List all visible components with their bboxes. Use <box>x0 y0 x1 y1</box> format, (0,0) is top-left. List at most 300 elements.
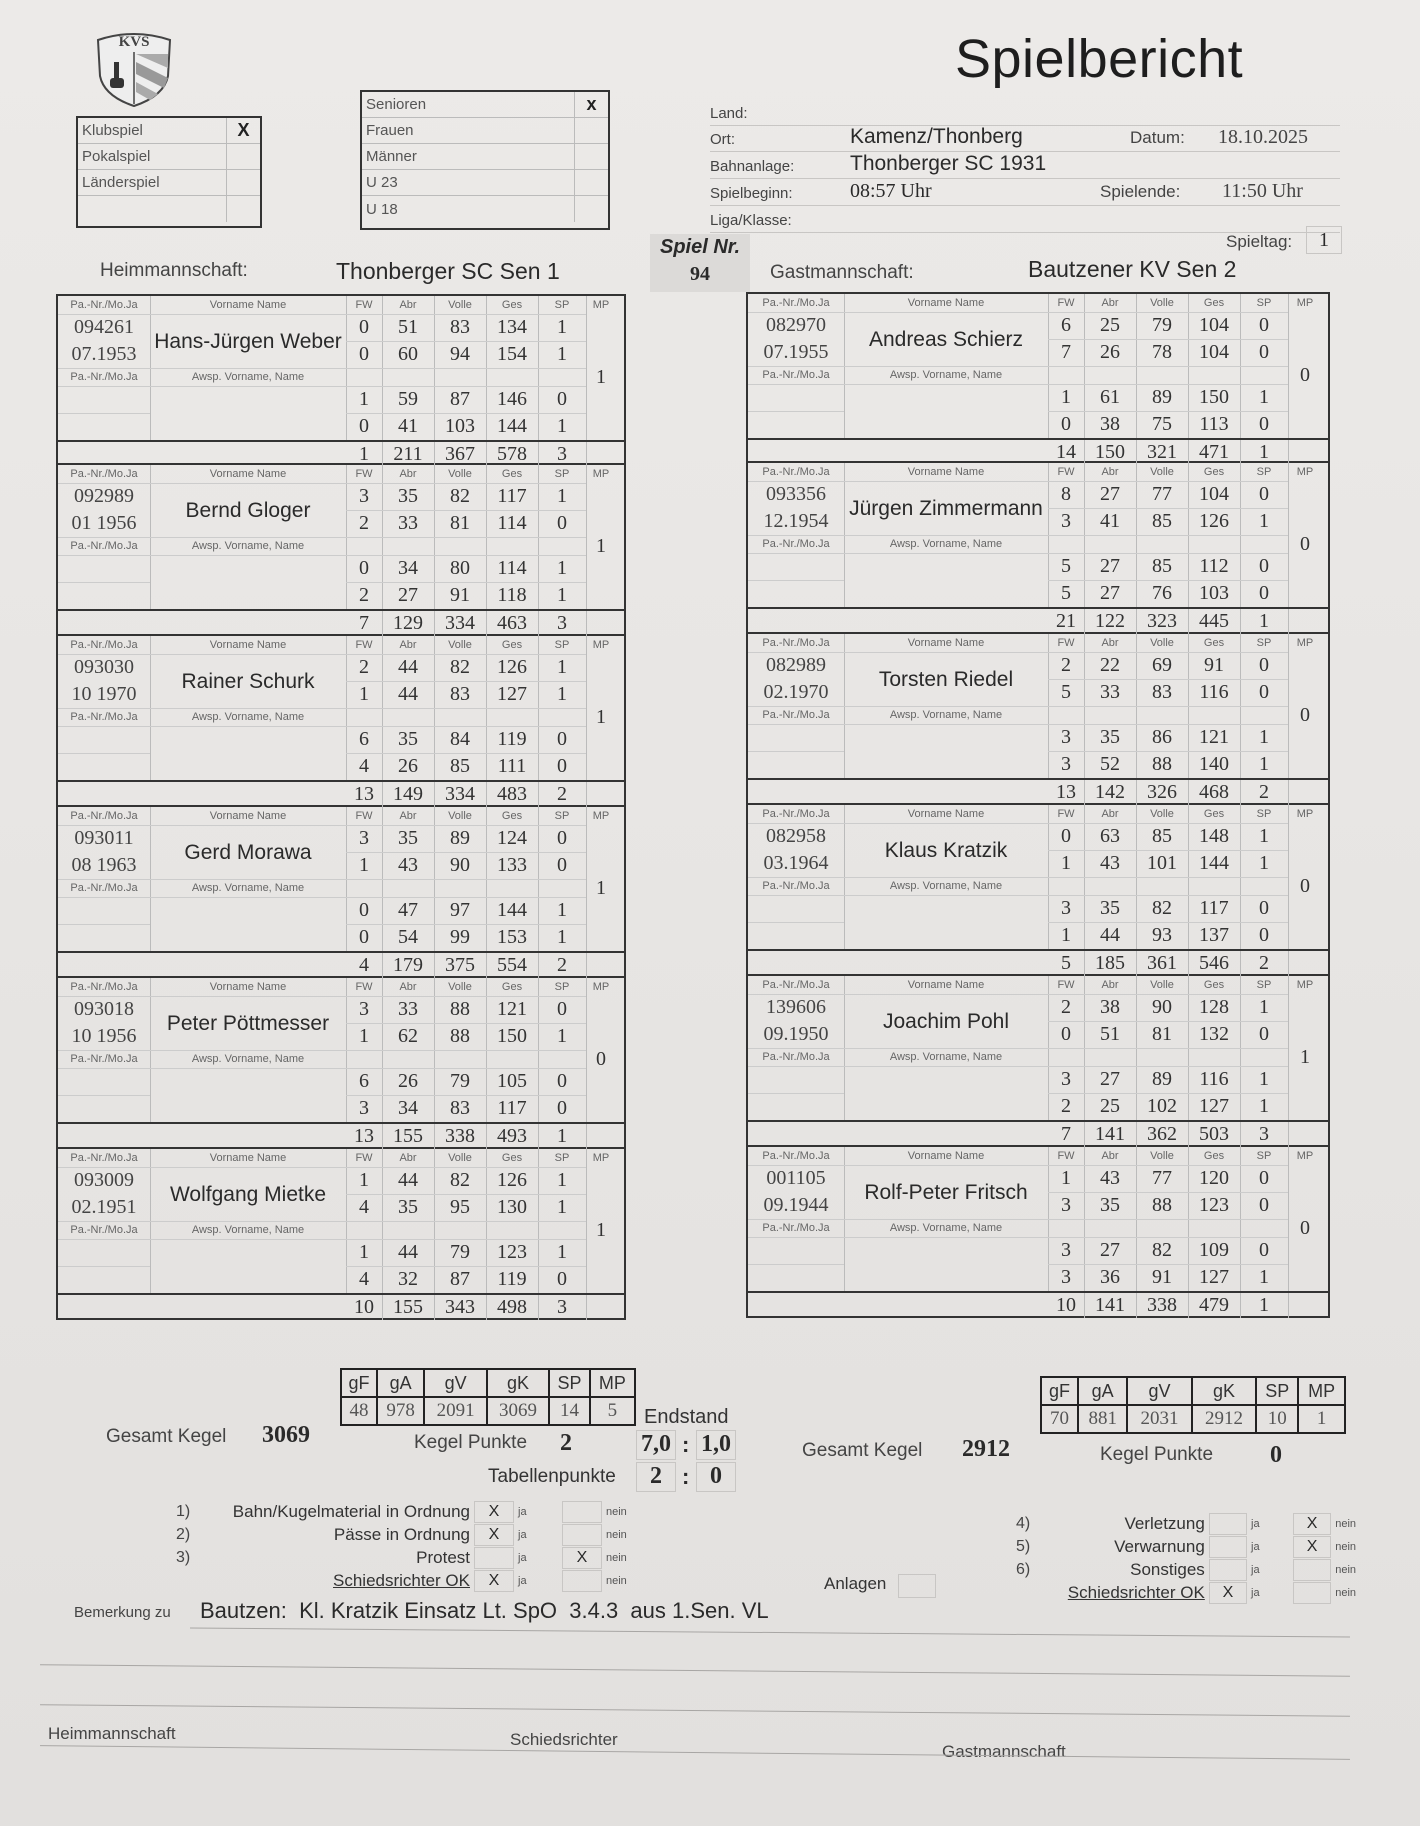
lane-score-cell: 0 <box>1259 1023 1269 1045</box>
player-total-cell: 554 <box>497 954 527 976</box>
lane-score-cell: 127 <box>1199 1266 1229 1288</box>
player-mp: 1 <box>596 705 606 728</box>
nein-checkbox[interactable]: X <box>1293 1513 1331 1535</box>
lane-score-cell: 81 <box>450 512 470 534</box>
lane-score-cell: 27 <box>1100 1068 1120 1090</box>
lane-score-cell: 5 <box>1061 681 1071 703</box>
nein-checkbox[interactable] <box>1293 1559 1331 1581</box>
lane-score-cell: 1 <box>557 557 567 579</box>
lane-score-cell: 1 <box>557 584 567 606</box>
signature-home[interactable]: Heimmannschaft <box>48 1724 176 1743</box>
lane-score-cell: 150 <box>1199 386 1229 408</box>
spielende-field[interactable]: 11:50 Uhr <box>1222 180 1303 202</box>
lane-score-cell: 91 <box>1204 654 1224 676</box>
player-total-cell: 2 <box>557 954 567 976</box>
player-name: Rolf-Peter Fritsch <box>864 1180 1028 1204</box>
lane-score-cell: 26 <box>1100 341 1120 363</box>
player-total-cell: 578 <box>497 443 527 465</box>
lane-score-cell: 154 <box>497 343 527 365</box>
spiel-nr-value[interactable]: 94 <box>690 263 710 285</box>
lane-score-cell: 6 <box>359 728 369 750</box>
player-name: Klaus Kratzik <box>884 838 1008 862</box>
player-total-cell: 2 <box>557 783 567 805</box>
lane-score-cell: 0 <box>359 343 369 365</box>
remark-field[interactable]: Bautzen: Kl. Kratzik Einsatz Lt. SpO 3.4.3 aus 1.Sen. VL <box>200 1598 769 1623</box>
player-id: 093009 <box>74 1169 134 1191</box>
lane-score-cell: 117 <box>497 1097 527 1119</box>
lane-score-cell: 89 <box>1152 1068 1172 1090</box>
player-id: 001105 <box>766 1167 826 1189</box>
player-birth: 09.1944 <box>763 1194 829 1216</box>
ja-checkbox[interactable]: X <box>474 1501 514 1523</box>
lane-score-cell: 102 <box>1147 1095 1177 1117</box>
lane-score-cell: 0 <box>1259 582 1269 604</box>
player-id: 093030 <box>74 656 134 678</box>
player-total-cell: 468 <box>1199 781 1229 803</box>
player-birth: 01 1956 <box>71 512 137 534</box>
player-block: Pa.-Nr./Mo.Ja Vorname Name FW Abr Volle Ges SP MP 093011 08 1963 Gerd Morawa Pa.-Nr./Mo.Ja Awsp. Vorname, Name 3 35 89 124 0 1 43 90 133 0 0 47 97 144 1 0 54 99 153 1 1 4 179 375 554 2 <box>56 807 626 978</box>
lane-score-cell: 1 <box>1061 386 1071 408</box>
player-total-cell: 155 <box>393 1296 423 1318</box>
lane-score-cell: 0 <box>1061 825 1071 847</box>
ja-checkbox[interactable]: X <box>474 1570 514 1592</box>
tabellen-home[interactable]: 2 <box>636 1462 676 1492</box>
lane-score-cell: 104 <box>1199 483 1229 505</box>
lane-score-cell: 43 <box>1100 1167 1120 1189</box>
signature-guest[interactable]: Gastmannschaft <box>942 1742 1066 1761</box>
lane-score-cell: 90 <box>1152 996 1172 1018</box>
info-land: Land: <box>710 100 1340 126</box>
lane-score-cell: 1 <box>557 343 567 365</box>
player-name: Hans-Jürgen Weber <box>154 329 342 353</box>
lane-score-cell: 1 <box>557 926 567 948</box>
lane-score-cell: 1 <box>557 899 567 921</box>
player-total-cell: 546 <box>1199 952 1229 974</box>
lane-score-cell: 88 <box>450 1025 470 1047</box>
datum-field[interactable]: 18.10.2025 <box>1218 126 1308 148</box>
lane-score-cell: 26 <box>398 755 418 777</box>
player-birth: 08 1963 <box>71 854 137 876</box>
lane-score-cell: 128 <box>1199 996 1229 1018</box>
player-block: Pa.-Nr./Mo.Ja Vorname Name FW Abr Volle Ges SP MP 139606 09.1950 Joachim Pohl Pa.-Nr./Mo.Ja Awsp. Vorname, Name 2 38 90 128 1 0 51 81 132 0 3 27 89 116 1 2 25 102 127 1 1 7 141 362 503 3 <box>746 976 1330 1147</box>
lane-score-cell: 0 <box>1259 654 1269 676</box>
spieltag-field[interactable]: 1 <box>1306 226 1342 254</box>
player-total-cell: 1 <box>557 1125 567 1147</box>
player-total-cell: 13 <box>354 783 374 805</box>
player-total-cell: 471 <box>1199 441 1229 463</box>
lane-score-cell: 1 <box>359 1169 369 1191</box>
lane-score-cell: 1 <box>1259 852 1269 874</box>
check-row: 4) Verletzung ja X nein <box>1016 1513 1357 1533</box>
lane-score-cell: 0 <box>1259 681 1269 703</box>
player-total-cell: 503 <box>1199 1123 1229 1145</box>
lane-score-cell: 34 <box>398 557 418 579</box>
lane-score-cell: 3 <box>1061 1266 1071 1288</box>
checklist-right <box>1016 1512 1356 1604</box>
lane-score-cell: 83 <box>1152 681 1172 703</box>
lane-score-cell: 5 <box>1061 555 1071 577</box>
lane-score-cell: 3 <box>359 485 369 507</box>
lane-score-cell: 3 <box>1061 897 1071 919</box>
player-total-cell: 3 <box>557 612 567 634</box>
player-total-cell: 1 <box>1259 610 1269 632</box>
ja-checkbox[interactable] <box>1209 1513 1247 1535</box>
svg-text:KVS: KVS <box>118 34 150 50</box>
lane-score-cell: 82 <box>450 656 470 678</box>
match-type-blank[interactable] <box>78 196 260 222</box>
lane-score-cell: 83 <box>450 316 470 338</box>
home-gk: 3069 <box>487 1397 549 1425</box>
category-u23[interactable]: U 23 <box>362 170 608 196</box>
lane-score-cell: 0 <box>1259 341 1269 363</box>
lane-score-cell: 0 <box>557 755 567 777</box>
lane-score-cell: 150 <box>497 1025 527 1047</box>
lane-score-cell: 116 <box>1199 1068 1229 1090</box>
lane-score-cell: 117 <box>497 485 527 507</box>
lane-score-cell: 44 <box>398 1169 418 1191</box>
lane-score-cell: 0 <box>1259 483 1269 505</box>
match-type-klubspiel[interactable]: Klubspiel X <box>78 118 260 144</box>
lane-score-cell: 77 <box>1152 1167 1172 1189</box>
page-title: Spielbericht <box>955 29 1244 89</box>
ort-field[interactable]: Kamenz/Thonberg <box>850 125 1023 148</box>
lane-score-cell: 1 <box>1259 1266 1269 1288</box>
check-row: Schiedsrichter OK X ja nein <box>1067 1582 1357 1602</box>
player-total-cell: 334 <box>445 783 475 805</box>
guest-sp: 10 <box>1256 1405 1298 1433</box>
category-senioren[interactable]: Senioren x <box>362 92 608 118</box>
lane-score-cell: 35 <box>398 728 418 750</box>
player-name: Rainer Schurk <box>181 669 315 693</box>
lane-score-cell: 3 <box>1061 1068 1071 1090</box>
lane-score-cell: 38 <box>1100 413 1120 435</box>
info-spielbeginn: Spielbeginn: 08:57 Uhr Spielende: 11:50 Uhr <box>710 180 1340 206</box>
lane-score-cell: 121 <box>497 998 527 1020</box>
player-total-cell: 155 <box>393 1125 423 1147</box>
lane-score-cell: 82 <box>1152 897 1172 919</box>
spielbeginn-field[interactable]: 08:57 Uhr <box>850 180 932 202</box>
lane-score-cell: 99 <box>450 926 470 948</box>
lane-score-cell: 146 <box>497 388 527 410</box>
player-total-cell: 141 <box>1095 1123 1125 1145</box>
lane-score-cell: 0 <box>359 557 369 579</box>
lane-score-cell: 0 <box>557 854 567 876</box>
player-birth: 03.1964 <box>763 852 829 874</box>
endstand-label: Endstand <box>644 1406 729 1428</box>
lane-score-cell: 35 <box>1100 726 1120 748</box>
lane-score-cell: 104 <box>1199 314 1229 336</box>
lane-score-cell: 126 <box>497 1169 527 1191</box>
anlagen-checkbox[interactable] <box>898 1574 936 1598</box>
lane-score-cell: 82 <box>450 1169 470 1191</box>
guest-gv: 2031 <box>1127 1405 1191 1433</box>
player-total-cell: 1 <box>359 443 369 465</box>
lane-score-cell: 1 <box>359 683 369 705</box>
lane-score-cell: 93 <box>1152 924 1172 946</box>
player-id: 093356 <box>766 483 826 505</box>
tabellen-guest[interactable]: 0 <box>696 1462 736 1492</box>
lane-score-cell: 80 <box>450 557 470 579</box>
player-total-cell: 13 <box>1056 781 1076 803</box>
lane-score-cell: 35 <box>398 485 418 507</box>
home-summary-table: gF gA gV gK SP MP 48 978 2091 3069 14 5 <box>340 1368 636 1426</box>
check-row: 5) Verwarnung ja X nein <box>1016 1536 1357 1556</box>
lane-score-cell: 1 <box>557 316 567 338</box>
player-total-cell: 338 <box>1147 1294 1177 1316</box>
lane-score-cell: 133 <box>497 854 527 876</box>
player-mp: 0 <box>1300 874 1310 897</box>
player-id: 082970 <box>766 314 826 336</box>
lane-score-cell: 1 <box>1259 1095 1269 1117</box>
match-type-pokalspiel[interactable]: Pokalspiel <box>78 144 260 170</box>
lane-score-cell: 1 <box>1259 510 1269 532</box>
lane-score-cell: 0 <box>557 728 567 750</box>
player-id: 092989 <box>74 485 134 507</box>
lane-score-cell: 91 <box>1152 1266 1172 1288</box>
lane-score-cell: 1 <box>557 1241 567 1263</box>
lane-score-cell: 0 <box>557 512 567 534</box>
player-total-cell: 1 <box>1259 1294 1269 1316</box>
lane-score-cell: 89 <box>450 827 470 849</box>
lane-score-cell: 27 <box>1100 1239 1120 1261</box>
player-name: Peter Pöttmesser <box>166 1011 330 1035</box>
lane-score-cell: 0 <box>359 899 369 921</box>
player-name: Gerd Morawa <box>184 840 312 864</box>
check-row: 1) Bahn/Kugelmaterial in Ordnung X ja nein <box>176 1501 627 1521</box>
lane-score-cell: 120 <box>1199 1167 1229 1189</box>
player-id: 139606 <box>766 996 826 1018</box>
lane-score-cell: 89 <box>1152 386 1172 408</box>
lane-score-cell: 44 <box>398 656 418 678</box>
lane-score-cell: 52 <box>1100 753 1120 775</box>
lane-score-cell: 0 <box>1259 1194 1269 1216</box>
lane-score-cell: 2 <box>359 512 369 534</box>
lane-score-cell: 1 <box>557 485 567 507</box>
lane-score-cell: 88 <box>1152 1194 1172 1216</box>
lane-score-cell: 0 <box>1259 1239 1269 1261</box>
lane-score-cell: 0 <box>1259 314 1269 336</box>
lane-score-cell: 47 <box>398 899 418 921</box>
lane-score-cell: 8 <box>1061 483 1071 505</box>
player-total-cell: 13 <box>354 1125 374 1147</box>
lane-score-cell: 127 <box>497 683 527 705</box>
player-mp: 1 <box>596 876 606 899</box>
player-total-cell: 321 <box>1147 441 1177 463</box>
lane-score-cell: 75 <box>1152 413 1172 435</box>
home-kegel-punkte: 2 <box>560 1430 572 1456</box>
lane-score-cell: 36 <box>1100 1266 1120 1288</box>
player-total-cell: 185 <box>1095 952 1125 974</box>
lane-score-cell: 60 <box>398 343 418 365</box>
player-total-cell: 21 <box>1056 610 1076 632</box>
lane-score-cell: 7 <box>1061 341 1071 363</box>
category-u18[interactable]: U 18 <box>362 196 608 222</box>
lane-score-cell: 97 <box>450 899 470 921</box>
ja-checkbox[interactable] <box>474 1547 514 1569</box>
player-name: Joachim Pohl <box>882 1009 1010 1033</box>
player-id: 093018 <box>74 998 134 1020</box>
lane-score-cell: 54 <box>398 926 418 948</box>
lane-score-cell: 35 <box>1100 897 1120 919</box>
player-mp: 1 <box>1300 1045 1310 1068</box>
home-gf: 48 <box>341 1397 377 1425</box>
lane-score-cell: 127 <box>1199 1095 1229 1117</box>
check-row: 3) Protest ja X nein <box>176 1547 627 1567</box>
player-mp: 1 <box>596 365 606 388</box>
lane-score-cell: 38 <box>1100 996 1120 1018</box>
category-manner[interactable]: Männer <box>362 144 608 170</box>
info-ort: Ort: Kamenz/Thonberg Datum: 18.10.2025 <box>710 126 1340 152</box>
home-team-name: Thonberger SC Sen 1 <box>336 258 560 284</box>
player-total-cell: 2 <box>1259 781 1269 803</box>
nein-checkbox[interactable]: X <box>562 1547 602 1569</box>
endstand-guest[interactable]: 1,0 <box>696 1430 736 1460</box>
info-bahnanlage: Bahnanlage: Thonberger SC 1931 <box>710 153 1340 179</box>
lane-score-cell: 103 <box>1199 582 1229 604</box>
lane-score-cell: 32 <box>398 1268 418 1290</box>
player-total-cell: 122 <box>1095 610 1125 632</box>
category-frauen[interactable]: Frauen <box>362 118 608 144</box>
player-id: 094261 <box>74 316 134 338</box>
lane-score-cell: 0 <box>1259 1167 1269 1189</box>
home-team-label: Heimmannschaft: <box>100 260 248 281</box>
endstand-home[interactable]: 7,0 <box>636 1430 676 1460</box>
lane-score-cell: 148 <box>1199 825 1229 847</box>
player-total-cell: 483 <box>497 783 527 805</box>
player-mp: 0 <box>1300 1216 1310 1239</box>
player-mp: 1 <box>596 1218 606 1241</box>
lane-score-cell: 3 <box>1061 1194 1071 1216</box>
ja-checkbox[interactable] <box>1209 1536 1247 1558</box>
player-total-cell: 141 <box>1095 1294 1125 1316</box>
player-total-cell: 3 <box>557 443 567 465</box>
guest-kegel-punkte: 0 <box>1270 1442 1282 1468</box>
lane-score-cell: 144 <box>497 899 527 921</box>
lane-score-cell: 119 <box>497 1268 527 1290</box>
lane-score-cell: 87 <box>450 1268 470 1290</box>
score-sheet: KVS Klubspiel X Pokalspiel Länderspiel Senioren x Frauen Männer U 23 U 18 Spielbericht Land: Ort: Kamenz/Thonberg Datum: 18.10.2025 Bahnanlage: Thonberger SC 1931 Spielbeginn: 08:57 Uhr Spielende: 11:50 Uhr Liga/Klasse: Spiel Nr. 94 Spieltag: 1 Heimmannschaft: Thonberger SC Sen 1 Gastmannschaft: Bautzener KV Sen 2 Pa.-Nr./Mo.Ja Vorname Name FW Abr Volle Ges SP MP 094261 07.1953 Hans-Jürgen Weber Pa.-Nr./Mo.Ja Awsp. Vorname, Name 0 51 83 134 1 0 60 94 154 1 1 59 87 146 0 0 41 103 144 1 1 1 211 367 578 3 Pa.-Nr./Mo.Ja Vorname Name FW Abr Volle Ges SP MP 092989 01 1956 Bernd Gloger Pa.-Nr./Mo.Ja Awsp. Vorname, Name 3 35 82 117 1 2 33 81 114 0 0 34 80 114 1 2 27 91 118 1 1 7 129 334 463 3 Pa.-Nr./Mo.Ja Vorname Name FW Abr Volle Ges SP MP 093030 10 1970 Rainer Schurk Pa.-Nr./Mo.Ja Awsp. Vorname, Name 2 44 82 126 1 1 44 83 127 1 6 35 84 119 0 4 26 85 111 0 1 13 149 334 483 2 Pa.-Nr./Mo.Ja Vorname Name FW Abr Volle Ges SP MP 093011 08 1963 Gerd Morawa Pa.-Nr./Mo.Ja Awsp. Vorname, Name 3 35 89 124 0 1 43 90 133 0 0 47 97 144 1 0 54 99 153 1 1 4 179 375 554 2 Pa.-Nr./Mo.Ja Vorname Name FW Abr Volle Ges SP MP 093018 10 1956 Peter Pöttmesser Pa.-Nr./Mo.Ja Awsp. Vorname, Name 3 33 88 121 0 1 62 88 150 1 6 26 79 105 0 3 34 83 117 0 0 13 155 338 493 1 Pa.-Nr./Mo.Ja Vorname Name FW Abr Volle Ges SP MP 093009 02.1951 Wolfgang Mietke Pa.-Nr./Mo.Ja Awsp. Vorname, Name 1 44 82 126 1 4 35 95 130 1 1 44 79 123 1 4 32 87 119 0 1 10 155 343 498 3 Pa.-Nr./Mo.Ja Vorname Name FW Abr Volle Ges SP MP 082970 07.1955 Andreas Schierz Pa.-Nr./Mo.Ja Awsp. Vorname, Name 6 25 79 104 0 7 26 78 104 0 1 61 89 150 1 0 38 75 113 0 0 14 150 321 471 1 Pa.-Nr./Mo.Ja Vorname Name FW Abr Volle Ges SP MP 093356 12.1954 Jürgen Zimmermann Pa.-Nr./Mo.Ja Awsp. Vorname, Name 8 27 77 104 0 3 41 85 126 1 5 27 85 112 0 5 27 76 103 0 0 21 122 323 445 1 Pa.-Nr./Mo.Ja Vorname Name FW Abr Volle Ges SP MP 082989 02.1970 Torsten Riedel Pa.-Nr./Mo.Ja Awsp. Vorname, Name 2 22 69 91 0 5 33 83 116 0 3 35 86 121 1 3 52 88 140 1 0 13 142 326 468 2 Pa.-Nr./Mo.Ja Vorname Name FW Abr Volle Ges SP MP 082958 03.1964 Klaus Kratzik Pa.-Nr./Mo.Ja Awsp. Vorname, Name 0 63 85 148 1 1 43 101 144 1 3 35 82 117 0 1 44 93 137 0 0 5 185 361 546 2 Pa.-Nr./Mo.Ja Vorname Name FW Abr Volle Ges SP MP 139606 09.1950 Joachim Pohl Pa.-Nr./Mo.Ja Awsp. Vorname, Name 2 38 90 128 1 0 51 81 132 0 3 27 89 116 1 2 25 102 127 1 1 7 141 362 503 3 Pa.-Nr./Mo.Ja Vorname Name FW Abr Volle Ges SP MP 001105 09.1944 Rolf-Peter Fritsch Pa.-Nr./Mo.Ja Awsp. Vorname, Name 1 43 77 120 0 3 35 88 123 0 3 27 82 109 0 3 36 91 127 1 0 10 141 338 479 1 gF gA gV gK SP MP 48 978 2091 3069 14 5 gF gA gV gK SP MP 70 881 2031 2912 10 1 Gesamt Kegel 3069 Kegel Punkte 2 Gesamt Kegel 2912 Kegel Punkte 0 Endstand 7,0 : 1,0 Tabellenpunkte 2 : 0 1) Bahn/Kugelmaterial in Ordnung X ja nein 2) Pässe in Ordnung X ja nein 3) Protest ja X nein Schiedsrichter OK X ja nein 4) Verletzung ja X nein 5) Verwarnung ja X nein 6) Sonstiges ja nein Schiedsrichter OK X ja nein Anlagen Bemerkung zu Bautzen: Kl. Kratzik Einsatz Lt. SpO 3.4.3 aus 1.Sen. VL Heimmannschaft Schiedsrichter Gastmannschaft <box>0 0 1420 1826</box>
lane-score-cell: 113 <box>1199 413 1229 435</box>
lane-score-cell: 77 <box>1152 483 1172 505</box>
lane-score-cell: 34 <box>398 1097 418 1119</box>
player-mp: 1 <box>596 534 606 557</box>
lane-score-cell: 5 <box>1061 582 1071 604</box>
lane-score-cell: 82 <box>450 485 470 507</box>
lane-score-cell: 2 <box>359 584 369 606</box>
player-birth: 07.1955 <box>763 341 829 363</box>
nein-checkbox[interactable]: X <box>1293 1536 1331 1558</box>
player-block: Pa.-Nr./Mo.Ja Vorname Name FW Abr Volle Ges SP MP 093030 10 1970 Rainer Schurk Pa.-Nr./Mo.Ja Awsp. Vorname, Name 2 44 82 126 1 1 44 83 127 1 6 35 84 119 0 4 26 85 111 0 1 13 149 334 483 2 <box>56 636 626 807</box>
ja-checkbox[interactable]: X <box>1209 1582 1247 1604</box>
player-id: 082958 <box>766 825 826 847</box>
player-name: Torsten Riedel <box>878 667 1014 691</box>
player-birth: 10 1956 <box>71 1025 137 1047</box>
lane-score-cell: 0 <box>557 827 567 849</box>
ja-checkbox[interactable] <box>1209 1559 1247 1581</box>
bahnanlage-field[interactable]: Thonberger SC 1931 <box>850 152 1047 175</box>
player-mp: 0 <box>1300 703 1310 726</box>
player-mp: 0 <box>1300 532 1310 555</box>
lane-score-cell: 123 <box>497 1241 527 1263</box>
lane-score-cell: 83 <box>450 683 470 705</box>
lane-score-cell: 1 <box>359 388 369 410</box>
player-total-cell: 362 <box>1147 1123 1177 1145</box>
lane-score-cell: 1 <box>557 1169 567 1191</box>
lane-score-cell: 85 <box>1152 510 1172 532</box>
lane-score-cell: 95 <box>450 1196 470 1218</box>
lane-score-cell: 85 <box>1152 555 1172 577</box>
player-total-cell: 3 <box>1259 1123 1269 1145</box>
lane-score-cell: 27 <box>398 584 418 606</box>
kvs-logo-icon <box>92 28 176 108</box>
player-total-cell: 129 <box>393 612 423 634</box>
lane-score-cell: 43 <box>398 854 418 876</box>
lane-score-cell: 51 <box>1100 1023 1120 1045</box>
home-gv: 2091 <box>424 1397 486 1425</box>
lane-score-cell: 0 <box>1259 413 1269 435</box>
lane-score-cell: 144 <box>497 415 527 437</box>
checklist-left <box>176 1500 696 1592</box>
player-block: Pa.-Nr./Mo.Ja Vorname Name FW Abr Volle Ges SP MP 093356 12.1954 Jürgen Zimmermann Pa.-Nr./Mo.Ja Awsp. Vorname, Name 8 27 77 104 0 3 41 85 126 1 5 27 85 112 0 5 27 76 103 0 0 21 122 323 445 1 <box>746 463 1330 634</box>
match-type-box <box>76 116 262 228</box>
lane-score-cell: 2 <box>1061 1095 1071 1117</box>
signature-referee[interactable]: Schiedsrichter <box>510 1730 618 1749</box>
guest-gesamt-kegel: 2912 <box>962 1436 1010 1462</box>
player-birth: 10 1970 <box>71 683 137 705</box>
player-block: Pa.-Nr./Mo.Ja Vorname Name FW Abr Volle Ges SP MP 082989 02.1970 Torsten Riedel Pa.-Nr./Mo.Ja Awsp. Vorname, Name 2 22 69 91 0 5 33 83 116 0 3 35 86 121 1 3 52 88 140 1 0 13 142 326 468 2 <box>746 634 1330 805</box>
lane-score-cell: 123 <box>1199 1194 1229 1216</box>
lane-score-cell: 82 <box>1152 1239 1172 1261</box>
lane-score-cell: 0 <box>557 1070 567 1092</box>
lane-score-cell: 114 <box>497 512 527 534</box>
lane-score-cell: 103 <box>445 415 475 437</box>
lane-score-cell: 137 <box>1199 924 1229 946</box>
lane-score-cell: 0 <box>557 1097 567 1119</box>
player-name: Jürgen Zimmermann <box>849 496 1043 520</box>
lane-score-cell: 27 <box>1100 483 1120 505</box>
lane-score-cell: 144 <box>1199 852 1229 874</box>
nein-checkbox[interactable] <box>562 1570 602 1592</box>
lane-score-cell: 101 <box>1147 852 1177 874</box>
match-type-landerspiel[interactable]: Länderspiel <box>78 170 260 196</box>
lane-score-cell: 41 <box>1100 510 1120 532</box>
lane-score-cell: 79 <box>450 1070 470 1092</box>
lane-score-cell: 3 <box>359 827 369 849</box>
lane-score-cell: 3 <box>359 998 369 1020</box>
nein-checkbox[interactable] <box>562 1501 602 1523</box>
check-row: 6) Sonstiges ja nein <box>1016 1559 1357 1579</box>
lane-score-cell: 1 <box>1259 1068 1269 1090</box>
nein-checkbox[interactable] <box>562 1524 602 1546</box>
lane-score-cell: 0 <box>1061 1023 1071 1045</box>
home-ga: 978 <box>377 1397 425 1425</box>
lane-score-cell: 84 <box>450 728 470 750</box>
lane-score-cell: 33 <box>398 998 418 1020</box>
lane-score-cell: 4 <box>359 755 369 777</box>
player-total-cell: 4 <box>359 954 369 976</box>
lane-score-cell: 118 <box>497 584 527 606</box>
lane-score-cell: 25 <box>1100 314 1120 336</box>
lane-score-cell: 2 <box>1061 996 1071 1018</box>
guest-team-table <box>746 292 1346 1318</box>
lane-score-cell: 22 <box>1100 654 1120 676</box>
lane-score-cell: 1 <box>1259 386 1269 408</box>
ja-checkbox[interactable]: X <box>474 1524 514 1546</box>
lane-score-cell: 4 <box>359 1268 369 1290</box>
player-birth: 07.1953 <box>71 343 137 365</box>
nein-checkbox[interactable] <box>1293 1582 1331 1604</box>
lane-score-cell: 81 <box>1152 1023 1172 1045</box>
